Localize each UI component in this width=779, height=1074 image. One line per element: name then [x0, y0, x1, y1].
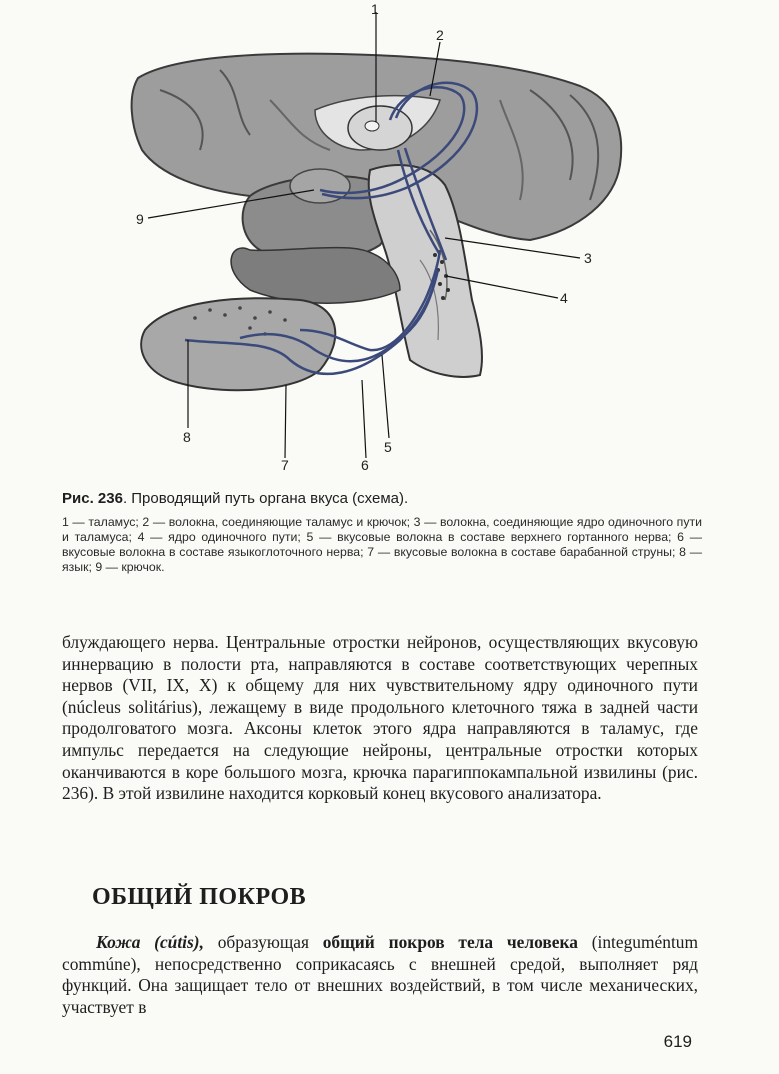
- term-kozha: Кожа (cútis),: [96, 932, 204, 952]
- caption-legend: 1 — таламус; 2 — волокна, соединяющие таламус и крючок; 3 — волокна, соединяющие ядро одиночного пути и таламуса; 4 — ядро одиночного пути; 5 — вкусовые волокна в составе верхнего гортанного нерва; 6 — вкусовые волокна в составе языкоглоточного нерва; 7 — вкусовые волокна в составе барабанной струны; 8 — язык; 9 — крючок.: [62, 515, 702, 574]
- paragraph-2-part-a: образующая: [203, 932, 323, 952]
- label-5: 5: [384, 439, 392, 455]
- taste-pathway-figure: [100, 0, 710, 480]
- label-8: 8: [183, 429, 191, 445]
- figure-caption: [62, 490, 702, 575]
- section-title: ОБЩИЙ ПОКРОВ: [92, 884, 307, 910]
- paragraph-2-part-b: (integuméntum commúne), непосредственно соприкасаясь с внешней средой, выполняет ряд функций. Она защищает тело от внешних воздействий, в том числе механических, участвует в: [62, 932, 698, 1017]
- paragraph-2-bold: общий покров тела человека: [322, 932, 578, 952]
- body-paragraph-1: блуждающего нерва. Центральные отростки нейронов, осуществляющих вкусовую иннервацию в полости рта, направляются в составе соответствующих черепных нервов (VII, IX, X) к общему для них чувствительному ядру одиночного пути (núcleus solitárius), лежащему в виде продольного клеточного тяжа в задней части продолговатого мозга. Аксоны клеток этого ядра направляются в таламус, где импульс передается на следующие нейроны, центральные отростки которых оканчиваются в коре большого мозга, крючка парагиппокампальной извилины (рис. 236). В этой извилине находится корковый конец вкусового анализатора.: [62, 632, 698, 804]
- brain-illustration: [100, 0, 710, 480]
- label-3: 3: [584, 250, 592, 266]
- page-number: 619: [663, 1032, 692, 1051]
- label-4: 4: [560, 290, 568, 306]
- caption-title: [62, 490, 702, 508]
- label-1: 1: [371, 1, 379, 17]
- figure-number: Рис. 236: [62, 490, 123, 507]
- body-paragraph-2: [62, 932, 698, 1018]
- label-7: 7: [281, 457, 289, 473]
- caption-title-text: . Проводящий путь органа вкуса (схема).: [122, 490, 409, 507]
- label-2: 2: [436, 27, 444, 43]
- label-6: 6: [361, 457, 369, 473]
- label-9: 9: [136, 211, 144, 227]
